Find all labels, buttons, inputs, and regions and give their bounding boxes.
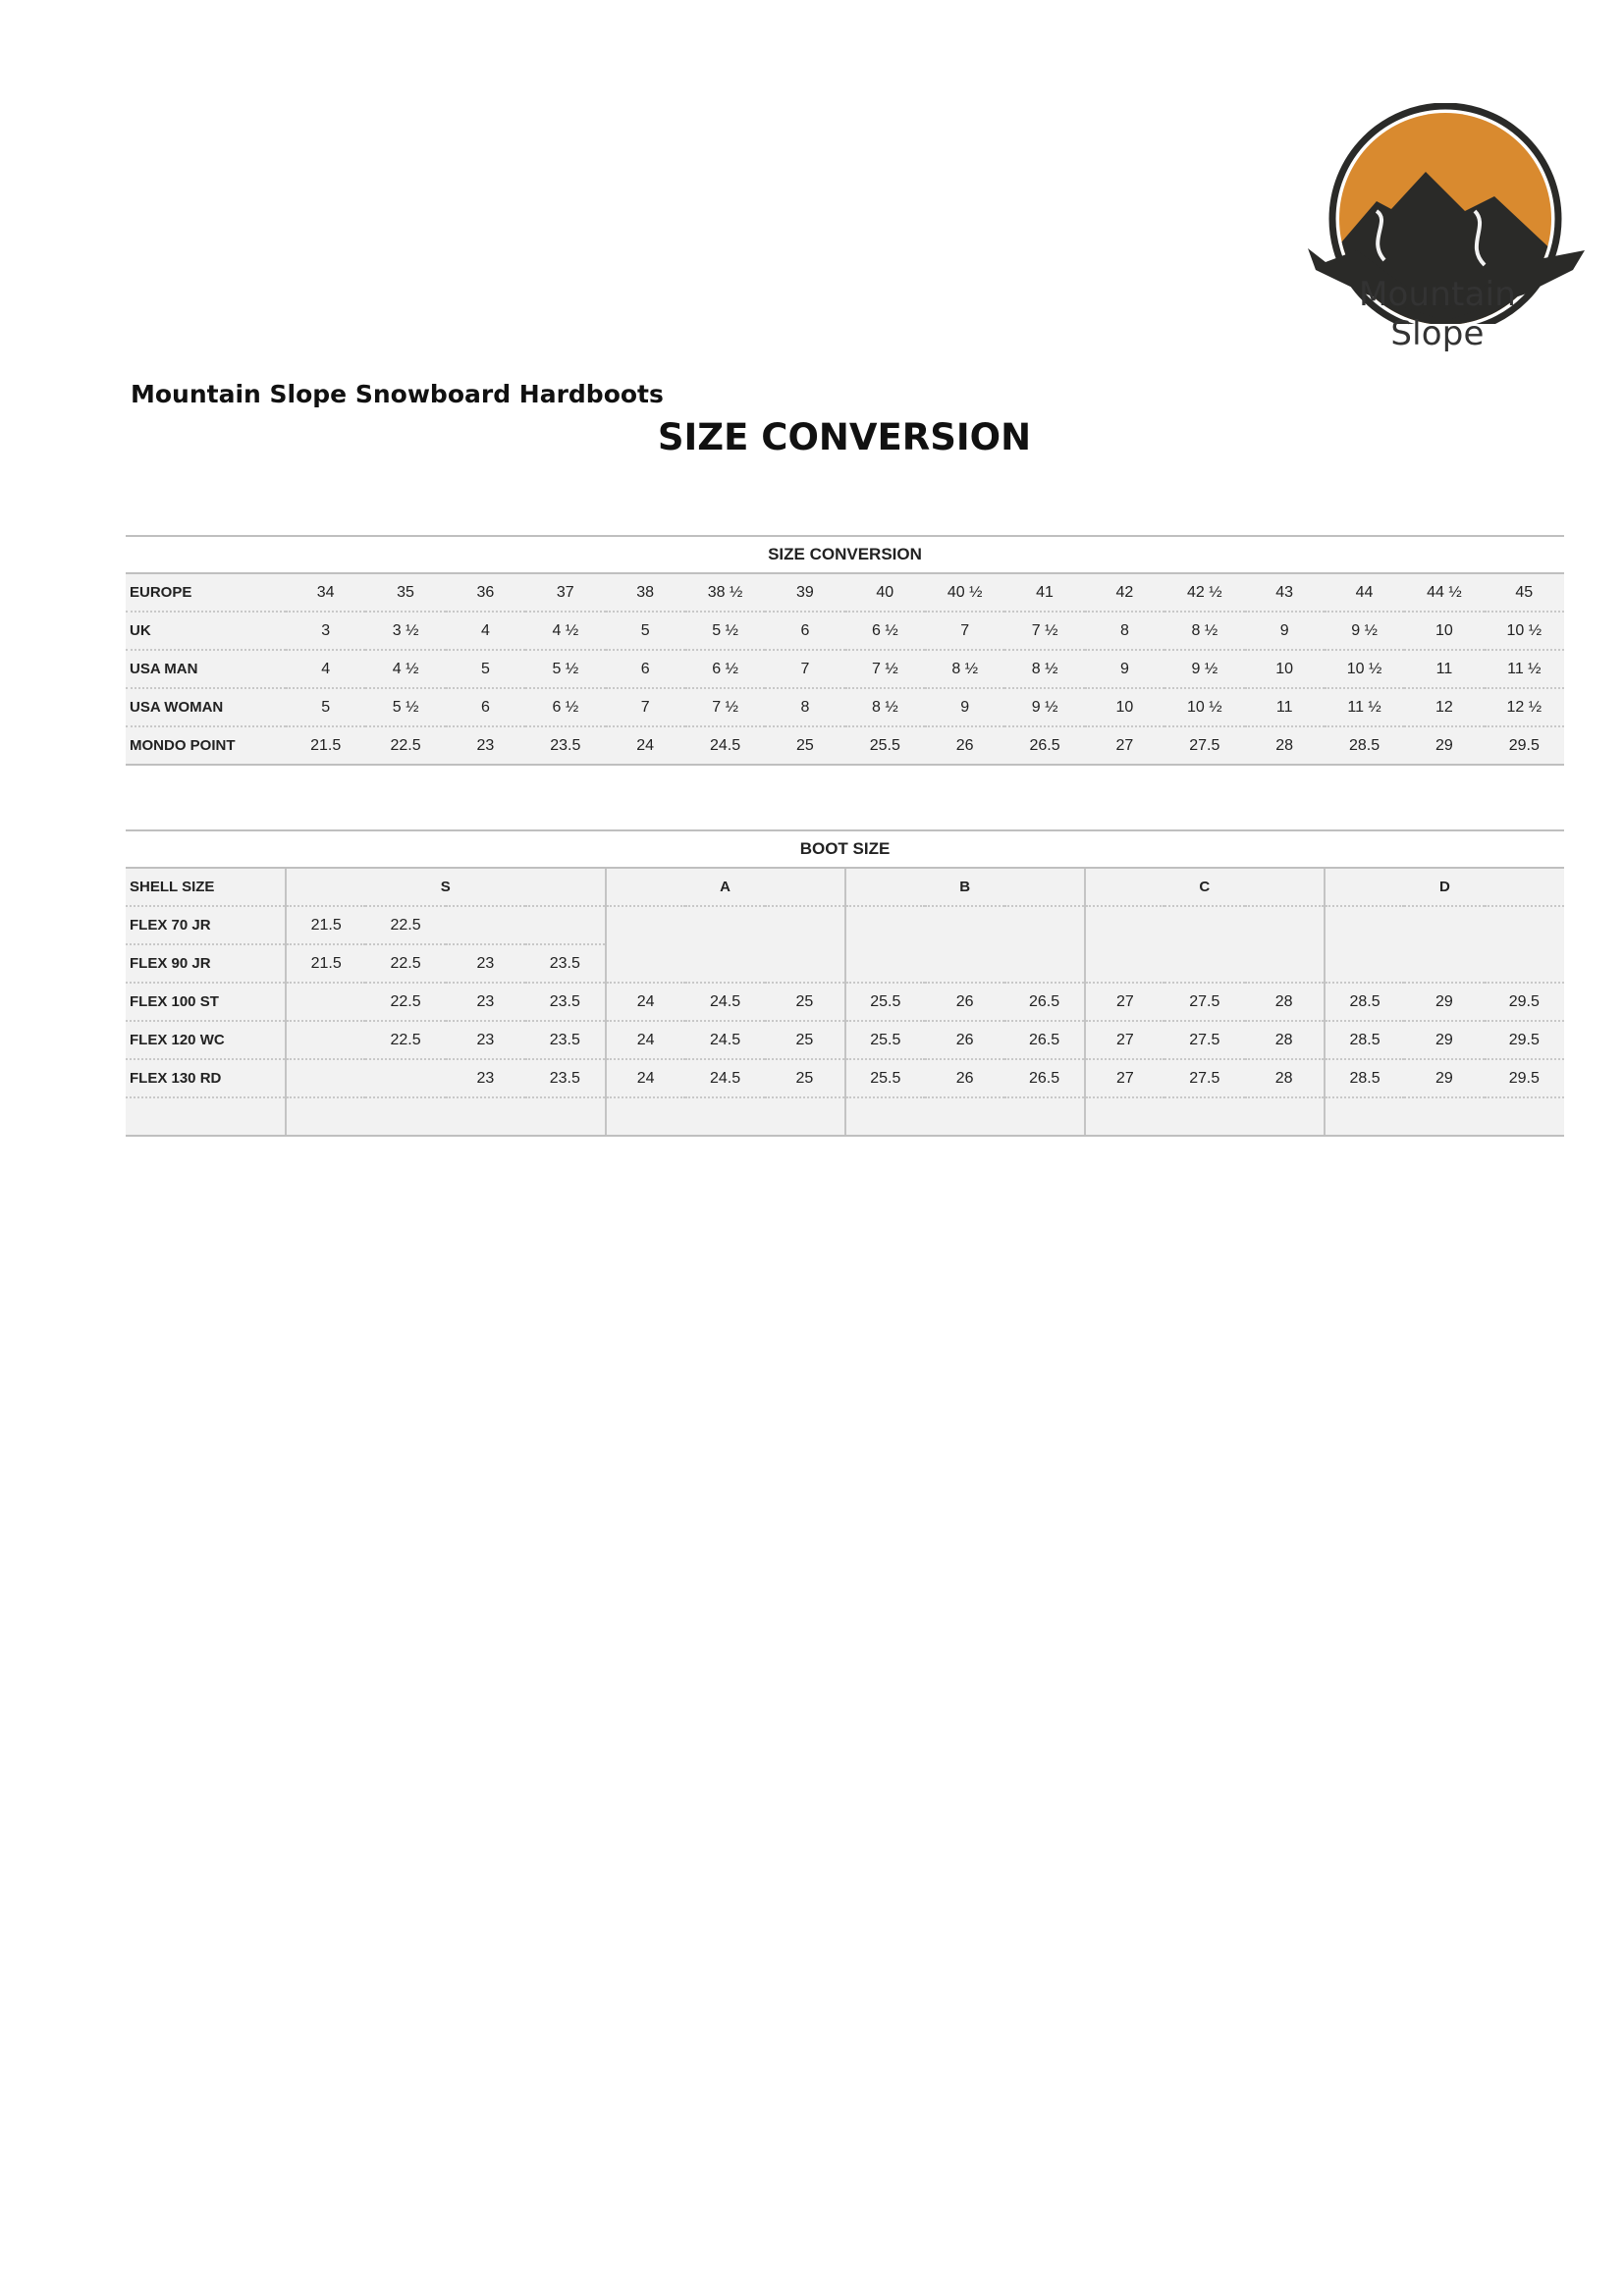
brand-name: Mountain Slope: [1359, 275, 1516, 353]
table-caption-row: [126, 830, 1564, 868]
table-cell: 8 ½: [845, 688, 925, 726]
table-cell: [286, 1059, 365, 1097]
table-cell: 5 ½: [685, 612, 765, 650]
table-cell: 42: [1085, 573, 1164, 612]
table-cell: 37: [525, 573, 605, 612]
shell-size-header: B: [845, 868, 1085, 906]
table-cell: [606, 944, 685, 983]
table-cell: 29.5: [1485, 726, 1564, 765]
table-cell: [1485, 906, 1564, 944]
row-label: FLEX 70 JR: [126, 906, 286, 944]
table-cell: [1325, 1097, 1404, 1136]
table-cell: [1485, 1097, 1564, 1136]
table-cell: [845, 1097, 925, 1136]
table-cell: 7: [925, 612, 1004, 650]
table-cell: 9 ½: [1164, 650, 1244, 688]
table-cell: 28: [1245, 1021, 1325, 1059]
table-cell: [606, 1097, 685, 1136]
table-cell: [286, 1097, 365, 1136]
table-cell: 11: [1245, 688, 1325, 726]
table-cell: 28: [1245, 983, 1325, 1021]
table-cell: 26.5: [1004, 1021, 1084, 1059]
table-cell: 23.5: [525, 1021, 605, 1059]
table-cell: [1004, 906, 1084, 944]
table-cell: 29: [1404, 1059, 1484, 1097]
table-cell: 40 ½: [925, 573, 1004, 612]
table-cell: 6: [765, 612, 844, 650]
table-row: [126, 944, 1564, 983]
table-cell: 26: [925, 1059, 1004, 1097]
table-cell: 26: [925, 726, 1004, 765]
table-cell: 7: [765, 650, 844, 688]
table-cell: 38: [606, 573, 685, 612]
table-row: [126, 726, 1564, 765]
table-row: [126, 650, 1564, 688]
table-cell: 25.5: [845, 1021, 925, 1059]
row-label: SHELL SIZE: [126, 868, 286, 906]
table-cell: [1004, 1097, 1084, 1136]
table-cell: 22.5: [365, 726, 445, 765]
table-cell: 24: [606, 726, 685, 765]
table-cell: 44 ½: [1404, 573, 1484, 612]
size-conversion-table: [126, 535, 1564, 766]
table-cell: 10: [1085, 688, 1164, 726]
table-cell: 5: [286, 688, 365, 726]
table-cell: [845, 906, 925, 944]
table-cell: 39: [765, 573, 844, 612]
table-cell: [606, 906, 685, 944]
row-label: FLEX 120 WC: [126, 1021, 286, 1059]
table-cell: [1245, 906, 1325, 944]
table-cell: 27.5: [1164, 983, 1244, 1021]
table-cell: 10 ½: [1164, 688, 1244, 726]
shell-size-header: C: [1085, 868, 1325, 906]
table-cell: [1164, 1097, 1244, 1136]
table-cell: 23: [446, 983, 525, 1021]
table-cell: 4: [446, 612, 525, 650]
table-cell: 6 ½: [845, 612, 925, 650]
table-cell: 11 ½: [1325, 688, 1404, 726]
table-cell: [365, 1059, 445, 1097]
table-cell: 38 ½: [685, 573, 765, 612]
table-cell: [1004, 944, 1084, 983]
table-cell: 24.5: [685, 726, 765, 765]
table-cell: 21.5: [286, 906, 365, 944]
table-cell: 9: [1085, 650, 1164, 688]
table-cell: 12: [1404, 688, 1484, 726]
table-cell: 22.5: [365, 944, 445, 983]
table-cell: 26.5: [1004, 726, 1084, 765]
table-cell: 8 ½: [925, 650, 1004, 688]
table-cell: 25.5: [845, 726, 925, 765]
shell-size-header: A: [606, 868, 845, 906]
row-label: EUROPE: [126, 573, 286, 612]
table-cell: 27.5: [1164, 1021, 1244, 1059]
table-cell: [1404, 944, 1484, 983]
row-label: UK: [126, 612, 286, 650]
row-label: USA MAN: [126, 650, 286, 688]
table-cell: 23.5: [525, 944, 605, 983]
table-cell: 8 ½: [1004, 650, 1084, 688]
table-cell: [1085, 944, 1164, 983]
table-cell: 28.5: [1325, 1059, 1404, 1097]
table-cell: 5 ½: [365, 688, 445, 726]
table-cell: [1485, 944, 1564, 983]
table-cell: 4: [286, 650, 365, 688]
table-cell: 6 ½: [525, 688, 605, 726]
table-cell: 29.5: [1485, 983, 1564, 1021]
table-cell: 28.5: [1325, 983, 1404, 1021]
table-cell: 21.5: [286, 944, 365, 983]
table-cell: 21.5: [286, 726, 365, 765]
table-row: [126, 1021, 1564, 1059]
table-cell: 23.5: [525, 1059, 605, 1097]
table-cell: [1164, 944, 1244, 983]
table-cell: [925, 906, 1004, 944]
table-cell: 25: [765, 983, 844, 1021]
table-cell: [1085, 1097, 1164, 1136]
table-cell: 29: [1404, 726, 1484, 765]
table-cell: 23.5: [525, 983, 605, 1021]
table-cell: 42 ½: [1164, 573, 1244, 612]
table-cell: 23.5: [525, 726, 605, 765]
table-cell: [1245, 1097, 1325, 1136]
table-cell: [1164, 906, 1244, 944]
shell-size-header-row: [126, 868, 1564, 906]
table-cell: 36: [446, 573, 525, 612]
table-cell: [685, 944, 765, 983]
table-cell: 25: [765, 1021, 844, 1059]
table-cell: 23: [446, 1059, 525, 1097]
table-cell: 10 ½: [1485, 612, 1564, 650]
table-cell: 6: [446, 688, 525, 726]
table-cell: 25: [765, 726, 844, 765]
table-cell: 7 ½: [845, 650, 925, 688]
table-cell: [525, 906, 605, 944]
table-cell: 11 ½: [1485, 650, 1564, 688]
table-cell: 5 ½: [525, 650, 605, 688]
row-label: FLEX 90 JR: [126, 944, 286, 983]
table-cell: [765, 906, 844, 944]
row-label: [126, 1097, 286, 1136]
table-cell: 11: [1404, 650, 1484, 688]
table-cell: 23: [446, 944, 525, 983]
table-cell: 23: [446, 726, 525, 765]
table-cell: 28: [1245, 726, 1325, 765]
table-cell: 3 ½: [365, 612, 445, 650]
table-cell: 26.5: [1004, 983, 1084, 1021]
table-cell: [1404, 1097, 1484, 1136]
table-cell: 26: [925, 1021, 1004, 1059]
table-caption: BOOT SIZE: [126, 830, 1564, 868]
table-cell: 24: [606, 983, 685, 1021]
table-cell: 7: [606, 688, 685, 726]
table-cell: 6 ½: [685, 650, 765, 688]
table-cell: 8: [765, 688, 844, 726]
table-caption-row: [126, 536, 1564, 573]
shell-size-header: S: [286, 868, 606, 906]
table-cell: 43: [1245, 573, 1325, 612]
table-row: [126, 573, 1564, 612]
table-cell: 10 ½: [1325, 650, 1404, 688]
table-cell: 25.5: [845, 983, 925, 1021]
table-cell: 28.5: [1325, 726, 1404, 765]
table-cell: 24.5: [685, 1021, 765, 1059]
table-cell: 10: [1245, 650, 1325, 688]
table-cell: [845, 944, 925, 983]
table-cell: 25: [765, 1059, 844, 1097]
table-cell: 9: [1245, 612, 1325, 650]
table-row: [126, 1059, 1564, 1097]
table-cell: 24: [606, 1059, 685, 1097]
table-cell: 40: [845, 573, 925, 612]
table-cell: 8 ½: [1164, 612, 1244, 650]
table-cell: 35: [365, 573, 445, 612]
table-cell: 24.5: [685, 983, 765, 1021]
table-cell: 25.5: [845, 1059, 925, 1097]
table-cell: 41: [1004, 573, 1084, 612]
table-cell: 4 ½: [525, 612, 605, 650]
table-cell: 9 ½: [1325, 612, 1404, 650]
table-cell: 27: [1085, 1059, 1164, 1097]
table-cell: 28: [1245, 1059, 1325, 1097]
table-cell: [286, 983, 365, 1021]
table-cell: [446, 1097, 525, 1136]
table-cell: [1325, 906, 1404, 944]
table-row: [126, 906, 1564, 944]
table-cell: 9: [925, 688, 1004, 726]
table-cell: 9 ½: [1004, 688, 1084, 726]
table-cell: [1245, 944, 1325, 983]
table-cell: 24.5: [685, 1059, 765, 1097]
table-cell: 22.5: [365, 1021, 445, 1059]
table-cell: [1085, 906, 1164, 944]
table-cell: [925, 944, 1004, 983]
table-cell: [1404, 906, 1484, 944]
table-cell: [765, 1097, 844, 1136]
table-cell: 29.5: [1485, 1059, 1564, 1097]
table-cell: 24: [606, 1021, 685, 1059]
table-cell: 29: [1404, 983, 1484, 1021]
table-cell: 8: [1085, 612, 1164, 650]
row-label: FLEX 100 ST: [126, 983, 286, 1021]
table-cell: 29: [1404, 1021, 1484, 1059]
table-row: [126, 983, 1564, 1021]
table-cell: 5: [446, 650, 525, 688]
table-cell: 34: [286, 573, 365, 612]
document-title: SIZE CONVERSION: [657, 416, 1032, 458]
table-cell: 27: [1085, 726, 1164, 765]
table-cell: 26: [925, 983, 1004, 1021]
row-label: FLEX 130 RD: [126, 1059, 286, 1097]
table-cell: 3: [286, 612, 365, 650]
table-cell: 27.5: [1164, 1059, 1244, 1097]
table-row: [126, 1097, 1564, 1136]
table-cell: 29.5: [1485, 1021, 1564, 1059]
shell-size-header: D: [1325, 868, 1564, 906]
table-cell: 5: [606, 612, 685, 650]
table-cell: 4 ½: [365, 650, 445, 688]
table-cell: 26.5: [1004, 1059, 1084, 1097]
table-row: [126, 688, 1564, 726]
table-cell: [685, 1097, 765, 1136]
table-cell: [525, 1097, 605, 1136]
table-cell: [286, 1021, 365, 1059]
table-cell: 27: [1085, 1021, 1164, 1059]
table-cell: [685, 906, 765, 944]
table-cell: 7 ½: [1004, 612, 1084, 650]
table-cell: 12 ½: [1485, 688, 1564, 726]
table-row: [126, 612, 1564, 650]
table-cell: 27.5: [1164, 726, 1244, 765]
row-label: MONDO POINT: [126, 726, 286, 765]
table-cell: [365, 1097, 445, 1136]
row-label: USA WOMAN: [126, 688, 286, 726]
boot-size-table: [126, 829, 1564, 1137]
table-cell: [1325, 944, 1404, 983]
table-cell: [925, 1097, 1004, 1136]
table-cell: 10: [1404, 612, 1484, 650]
table-cell: 6: [606, 650, 685, 688]
document-subtitle: Mountain Slope Snowboard Hardboots: [131, 380, 664, 408]
table-cell: [446, 906, 525, 944]
table-cell: 44: [1325, 573, 1404, 612]
table-cell: 7 ½: [685, 688, 765, 726]
table-cell: 45: [1485, 573, 1564, 612]
table-cell: 23: [446, 1021, 525, 1059]
table-cell: 27: [1085, 983, 1164, 1021]
table-caption: SIZE CONVERSION: [126, 536, 1564, 573]
table-cell: 22.5: [365, 906, 445, 944]
table-cell: [765, 944, 844, 983]
table-cell: 22.5: [365, 983, 445, 1021]
table-cell: 28.5: [1325, 1021, 1404, 1059]
